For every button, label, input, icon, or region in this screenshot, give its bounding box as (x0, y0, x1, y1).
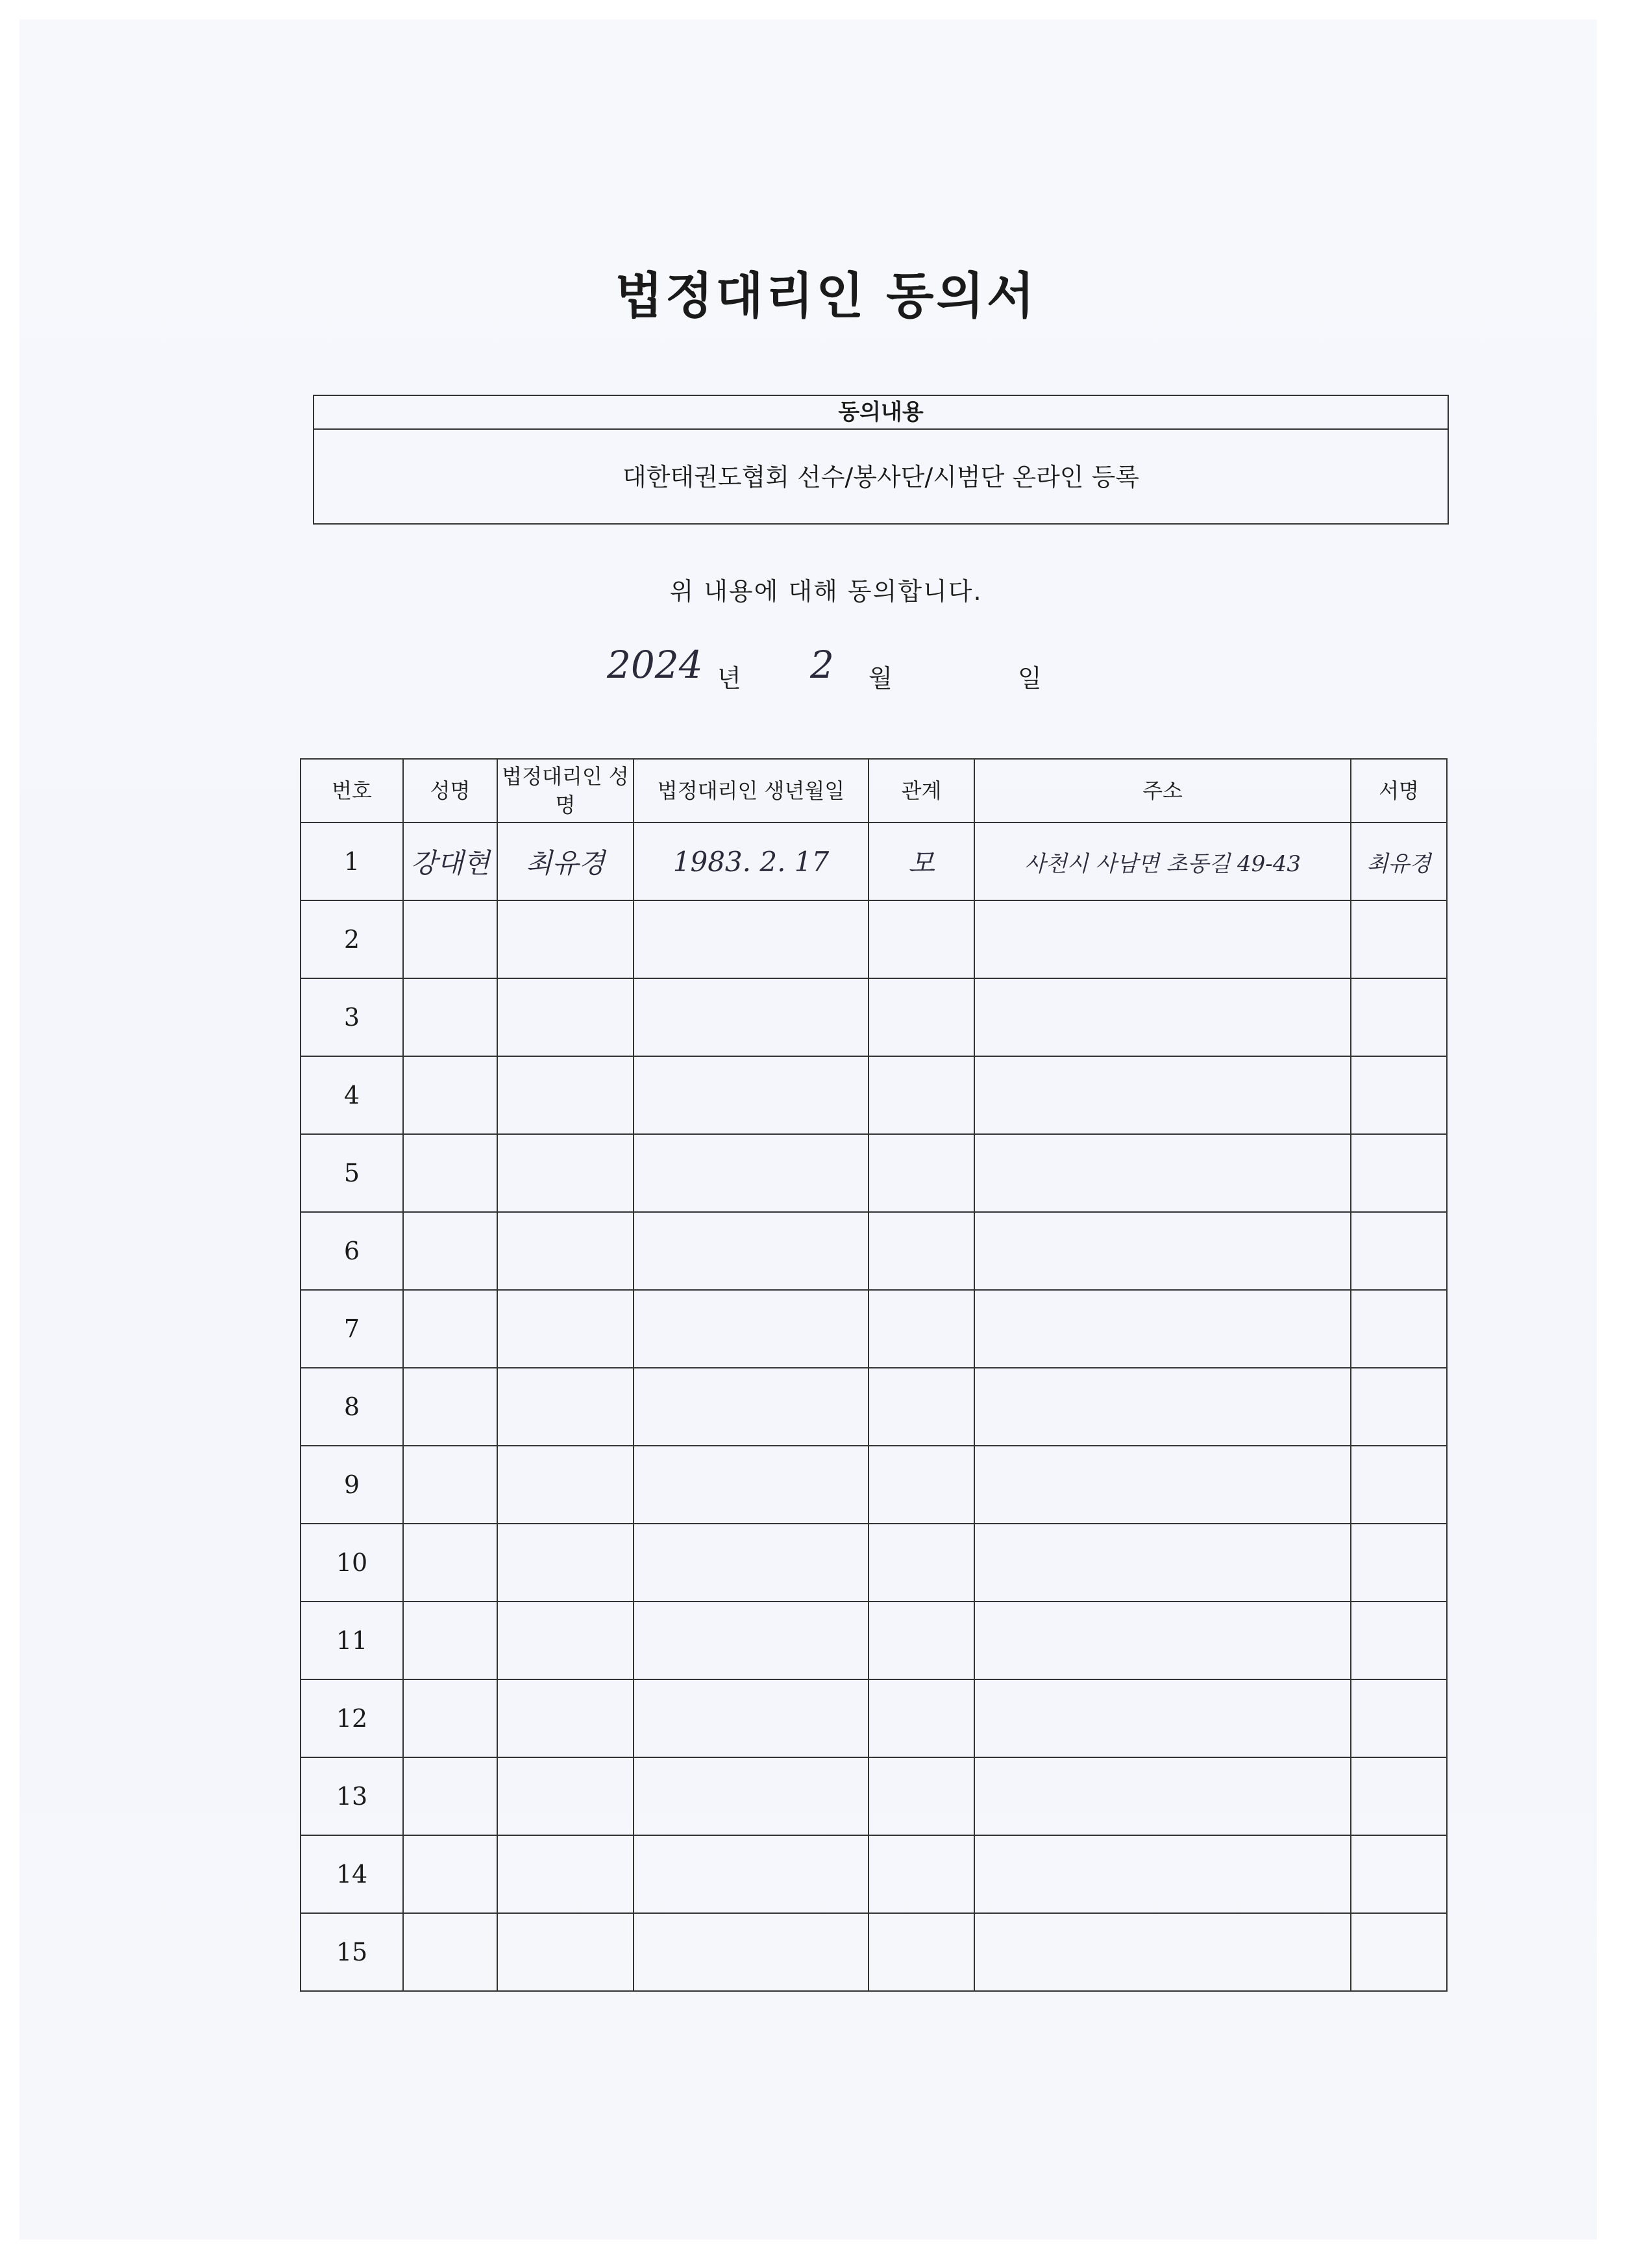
cell-no: 8 (301, 1368, 403, 1446)
cell-name[interactable] (403, 1835, 497, 1913)
consent-body: 대한태권도협회 선수/봉사단/시범단 온라인 등록 (622, 463, 1139, 491)
cell-no: 13 (301, 1757, 403, 1835)
cell-guardian-birth[interactable] (634, 1757, 869, 1835)
cell-no: 7 (301, 1290, 403, 1368)
table-header-row (301, 759, 1447, 823)
consent-header: 동의내용 (314, 396, 1448, 430)
cell-guardian-name[interactable]: 최유경 (497, 823, 634, 900)
cell-signature[interactable] (1351, 1368, 1447, 1446)
header-signature: 서명 (1351, 759, 1447, 823)
cell-relation[interactable] (869, 1056, 974, 1134)
cell-relation[interactable] (869, 1913, 974, 1991)
cell-name[interactable] (403, 1446, 497, 1524)
cell-relation[interactable] (869, 1446, 974, 1524)
cell-address[interactable] (974, 1212, 1351, 1290)
cell-guardian-name[interactable] (497, 1757, 634, 1835)
cell-guardian-name[interactable] (497, 1835, 634, 1913)
cell-name[interactable] (403, 978, 497, 1056)
cell-address[interactable] (974, 1446, 1351, 1524)
cell-address[interactable] (974, 1835, 1351, 1913)
table-row (301, 1679, 1447, 1757)
cell-name[interactable] (403, 1290, 497, 1368)
cell-address[interactable] (974, 1524, 1351, 1602)
table-row (301, 1602, 1447, 1679)
cell-guardian-birth[interactable] (634, 1368, 869, 1446)
cell-relation[interactable] (869, 1290, 974, 1368)
cell-signature[interactable] (1351, 1835, 1447, 1913)
cell-no: 11 (301, 1602, 403, 1679)
cell-signature[interactable]: 최유경 (1351, 823, 1447, 900)
table-row (301, 978, 1447, 1056)
cell-guardian-name[interactable] (497, 1524, 634, 1602)
document-title: 법정대리인 동의서 (615, 267, 1037, 325)
cell-guardian-name[interactable] (497, 1056, 634, 1134)
cell-address[interactable] (974, 900, 1351, 978)
cell-name[interactable] (403, 1056, 497, 1134)
header-guardian-name: 법정대리인 성명 (497, 759, 634, 823)
cell-address[interactable] (974, 1290, 1351, 1368)
cell-relation[interactable] (869, 900, 974, 978)
table-row (301, 900, 1447, 978)
cell-guardian-birth[interactable] (634, 1913, 869, 1991)
table-row (301, 1290, 1447, 1368)
cell-signature[interactable] (1351, 900, 1447, 978)
agree-statement: 위 내용에 대해 동의합니다. (669, 577, 983, 606)
cell-guardian-birth[interactable] (634, 978, 869, 1056)
guardian-table (300, 758, 1448, 1992)
cell-address[interactable] (974, 1757, 1351, 1835)
cell-guardian-birth[interactable] (634, 1056, 869, 1134)
cell-relation[interactable] (869, 1835, 974, 1913)
cell-guardian-name[interactable] (497, 1913, 634, 1991)
cell-address[interactable] (974, 1368, 1351, 1446)
cell-guardian-name[interactable] (497, 978, 634, 1056)
cell-guardian-birth[interactable] (634, 900, 869, 978)
cell-name[interactable] (403, 1679, 497, 1757)
cell-guardian-birth[interactable] (634, 1290, 869, 1368)
cell-guardian-birth[interactable] (634, 1212, 869, 1290)
cell-guardian-name[interactable] (497, 1290, 634, 1368)
cell-signature[interactable] (1351, 1757, 1447, 1835)
cell-address[interactable] (974, 1913, 1351, 1991)
cell-no: 3 (301, 978, 403, 1056)
cell-guardian-birth[interactable] (634, 1446, 869, 1524)
table-row (301, 1446, 1447, 1524)
cell-guardian-birth[interactable] (634, 1524, 869, 1602)
table-row (301, 1913, 1447, 1991)
cell-guardian-birth[interactable] (634, 1602, 869, 1679)
cell-address[interactable] (974, 1056, 1351, 1134)
header-guardian-birth: 법정대리인 생년월일 (634, 759, 869, 823)
table-row (301, 1056, 1447, 1134)
cell-name[interactable] (403, 1913, 497, 1991)
cell-name[interactable] (403, 1368, 497, 1446)
cell-address[interactable] (974, 1134, 1351, 1212)
cell-signature[interactable] (1351, 1913, 1447, 1991)
table-row (301, 1835, 1447, 1913)
cell-relation[interactable]: 모 (869, 823, 974, 900)
cell-relation[interactable] (869, 1602, 974, 1679)
cell-name[interactable] (403, 900, 497, 978)
cell-signature[interactable] (1351, 1446, 1447, 1524)
cell-address[interactable] (974, 1602, 1351, 1679)
table-row (301, 1368, 1447, 1446)
cell-guardian-name[interactable] (497, 1134, 634, 1212)
cell-relation[interactable] (869, 1524, 974, 1602)
cell-guardian-birth[interactable] (634, 1835, 869, 1913)
cell-relation[interactable] (869, 1134, 974, 1212)
cell-guardian-birth[interactable]: 1983. 2. 17 (634, 823, 869, 900)
cell-name[interactable] (403, 1134, 497, 1212)
table-row (301, 1757, 1447, 1835)
cell-no: 2 (301, 900, 403, 978)
cell-name[interactable] (403, 1524, 497, 1602)
cell-address[interactable]: 사천시 사남면 초동길 49-43 (974, 823, 1351, 900)
header-relation: 관계 (869, 759, 974, 823)
cell-signature[interactable] (1351, 1212, 1447, 1290)
cell-relation[interactable] (869, 1679, 974, 1757)
cell-signature[interactable] (1351, 978, 1447, 1056)
cell-no: 9 (301, 1446, 403, 1524)
cell-signature[interactable] (1351, 1602, 1447, 1679)
cell-no: 1 (301, 823, 403, 900)
cell-address[interactable] (974, 1679, 1351, 1757)
table-row (301, 1524, 1447, 1602)
table-row (301, 1212, 1447, 1290)
cell-guardian-name[interactable] (497, 900, 634, 978)
cell-guardian-name[interactable] (497, 1602, 634, 1679)
date-month-unit: 월 (869, 664, 893, 693)
cell-no: 5 (301, 1134, 403, 1212)
cell-guardian-name[interactable] (497, 1212, 634, 1290)
cell-signature[interactable] (1351, 1056, 1447, 1134)
cell-signature[interactable] (1351, 1679, 1447, 1757)
cell-name[interactable]: 강대현 (403, 823, 497, 900)
header-address: 주소 (974, 759, 1351, 823)
table-row (301, 1134, 1447, 1212)
date-year-unit: 년 (717, 664, 741, 693)
cell-name[interactable] (403, 1602, 497, 1679)
cell-address[interactable] (974, 978, 1351, 1056)
cell-name[interactable] (403, 1212, 497, 1290)
cell-guardian-name[interactable] (497, 1368, 634, 1446)
cell-no: 6 (301, 1212, 403, 1290)
cell-no: 12 (301, 1679, 403, 1757)
date-month-value: 2 (810, 643, 834, 687)
cell-guardian-birth[interactable] (634, 1134, 869, 1212)
cell-no: 15 (301, 1913, 403, 1991)
cell-no: 4 (301, 1056, 403, 1134)
cell-signature[interactable] (1351, 1524, 1447, 1602)
date-year-value: 2024 (607, 643, 703, 687)
cell-relation[interactable] (869, 978, 974, 1056)
cell-guardian-name[interactable] (497, 1679, 634, 1757)
cell-relation[interactable] (869, 1368, 974, 1446)
date-line (0, 643, 1652, 701)
cell-relation[interactable] (869, 1212, 974, 1290)
cell-relation[interactable] (869, 1757, 974, 1835)
header-no: 번호 (301, 759, 403, 823)
cell-no: 14 (301, 1835, 403, 1913)
cell-no: 10 (301, 1524, 403, 1602)
cell-guardian-name[interactable] (497, 1446, 634, 1524)
cell-name[interactable] (403, 1757, 497, 1835)
cell-signature[interactable] (1351, 1134, 1447, 1212)
cell-guardian-birth[interactable] (634, 1679, 869, 1757)
date-day-unit: 일 (1018, 664, 1042, 693)
table-row (301, 823, 1447, 900)
cell-signature[interactable] (1351, 1290, 1447, 1368)
consent-box (313, 395, 1449, 525)
header-name: 성명 (403, 759, 497, 823)
